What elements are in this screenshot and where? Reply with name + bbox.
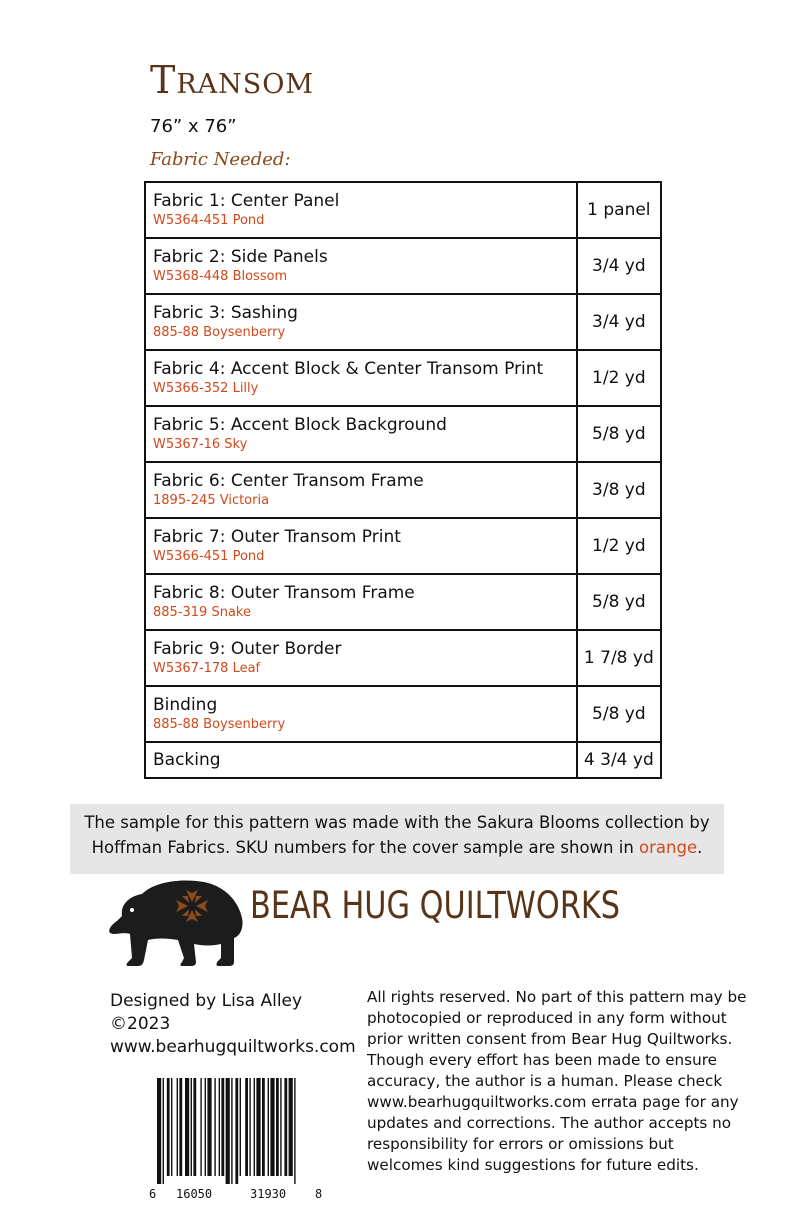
barcode-bar bbox=[289, 1078, 293, 1176]
fabric-name-cell bbox=[145, 630, 577, 686]
fabric-quantity: 1 7/8 yd bbox=[577, 630, 661, 686]
sample-note-highlight: orange bbox=[639, 838, 698, 857]
fabric-sku: 885-319 Snake bbox=[153, 605, 251, 620]
fabric-name-cell bbox=[145, 294, 577, 350]
fabric-name-cell bbox=[145, 518, 577, 574]
barcode-digit-last: 8 bbox=[315, 1187, 323, 1201]
table-row bbox=[145, 630, 661, 686]
table-row bbox=[145, 238, 661, 294]
bear-icon bbox=[108, 876, 244, 968]
barcode-bar bbox=[171, 1078, 172, 1176]
barcode-bar bbox=[245, 1078, 248, 1176]
barcode-bar bbox=[268, 1078, 269, 1176]
barcode-bar bbox=[256, 1078, 260, 1176]
fabric-quantity: 1/2 yd bbox=[577, 518, 661, 574]
barcode-bar bbox=[205, 1078, 206, 1176]
barcode-bar bbox=[226, 1078, 230, 1184]
fabric-sku: W5364-451 Pond bbox=[153, 213, 265, 228]
fabric-name: Fabric 6: Center Transom Frame bbox=[153, 471, 424, 491]
barcode-bar bbox=[177, 1078, 178, 1176]
fabric-quantity: 3/4 yd bbox=[577, 238, 661, 294]
table-row bbox=[145, 294, 661, 350]
barcode-bar bbox=[240, 1078, 241, 1176]
fabric-quantity: 5/8 yd bbox=[577, 406, 661, 462]
fabric-name-cell bbox=[145, 686, 577, 742]
barcode-bar bbox=[185, 1078, 189, 1176]
fabric-quantity: 5/8 yd bbox=[577, 574, 661, 630]
fabric-name: Fabric 3: Sashing bbox=[153, 303, 298, 323]
fabric-name-cell bbox=[145, 182, 577, 238]
barcode-bar bbox=[167, 1078, 170, 1176]
fabric-name: Backing bbox=[153, 749, 221, 770]
fabric-requirements-table bbox=[144, 181, 662, 779]
fabric-sku: W5366-352 Lilly bbox=[153, 381, 259, 396]
table-row bbox=[145, 406, 661, 462]
fabric-name-cell bbox=[145, 742, 577, 778]
barcode-bar bbox=[157, 1078, 161, 1184]
barcode-digit-first: 6 bbox=[149, 1187, 157, 1201]
fabric-quantity: 4 3/4 yd bbox=[577, 742, 661, 778]
fabric-name: Fabric 2: Side Panels bbox=[153, 247, 328, 267]
barcode-bar bbox=[249, 1078, 250, 1176]
barcode-bar bbox=[207, 1078, 211, 1176]
fabric-quantity: 1/2 yd bbox=[577, 350, 661, 406]
designer-line: Designed by Lisa Alley bbox=[110, 991, 303, 1011]
rights-statement: All rights reserved. No part of this pattern may be photocopied or reproduced in any form without prior written consent from Bear Hug Quiltworks. Though every effort has been made to ensure accuracy, the author is a human. Please check www.bearhugquiltworks.com errata page for any updates and corrections. The author accepts no responsibility for errors or omissions but welcomes kind suggestions for future edits. bbox=[367, 988, 747, 1174]
barcode-bar bbox=[231, 1078, 232, 1184]
fabric-quantity: 3/4 yd bbox=[577, 294, 661, 350]
barcode-bar bbox=[214, 1078, 215, 1176]
fabric-sku: W5368-448 Blossom bbox=[153, 269, 288, 284]
fabric-quantity: 3/8 yd bbox=[577, 462, 661, 518]
fabric-sku: W5366-451 Pond bbox=[153, 549, 265, 564]
fabric-name-cell bbox=[145, 406, 577, 462]
fabric-quantity: 1 panel bbox=[577, 182, 661, 238]
table-row bbox=[145, 182, 661, 238]
barcode-bar bbox=[284, 1078, 287, 1176]
table-row bbox=[145, 742, 661, 778]
barcode-bar bbox=[294, 1078, 295, 1184]
barcode-bar bbox=[191, 1078, 192, 1176]
fabric-name: Fabric 4: Accent Block & Center Transom Print bbox=[153, 359, 544, 379]
copyright-line: ©2023 bbox=[110, 1014, 171, 1034]
table-row bbox=[145, 462, 661, 518]
fabric-name: Fabric 7: Outer Transom Print bbox=[153, 527, 401, 547]
barcode-bar bbox=[254, 1078, 255, 1176]
fabric-sku: 885-88 Boysenberry bbox=[153, 325, 286, 340]
table-row bbox=[145, 518, 661, 574]
barcode-group-left: 16050 bbox=[176, 1187, 213, 1201]
sample-note bbox=[70, 804, 724, 874]
fabric-name-cell bbox=[145, 350, 577, 406]
fabric-sku: 885-88 Boysenberry bbox=[153, 717, 286, 732]
fabric-quantity: 5/8 yd bbox=[577, 686, 661, 742]
fabric-name: Fabric 1: Center Panel bbox=[153, 191, 340, 211]
barcode-bar bbox=[193, 1078, 196, 1176]
quilt-size: 76” x 76” bbox=[150, 116, 237, 137]
fabric-name: Binding bbox=[153, 695, 218, 715]
fabric-name: Fabric 8: Outer Transom Frame bbox=[153, 583, 415, 603]
fabric-name-cell bbox=[145, 574, 577, 630]
sample-note-end: . bbox=[697, 838, 703, 857]
table-row bbox=[145, 574, 661, 630]
barcode-bar bbox=[179, 1078, 182, 1176]
barcode-bar bbox=[280, 1078, 281, 1176]
barcode-bar bbox=[235, 1078, 238, 1184]
pattern-title: Transom bbox=[150, 58, 315, 102]
fabric-name: Fabric 9: Outer Border bbox=[153, 639, 342, 659]
table-row bbox=[145, 686, 661, 742]
barcode-bar bbox=[200, 1078, 201, 1176]
fabric-name-cell bbox=[145, 462, 577, 518]
barcode-bar bbox=[262, 1078, 265, 1176]
fabric-sku: 1895-245 Victoria bbox=[153, 493, 270, 508]
credits bbox=[110, 990, 356, 1059]
barcode-bar bbox=[163, 1078, 164, 1184]
barcode-group-right: 31930 bbox=[250, 1187, 287, 1201]
fabric-name: Fabric 5: Accent Block Background bbox=[153, 415, 447, 435]
fabric-needed-heading: Fabric Needed: bbox=[150, 149, 291, 170]
barcode-bar bbox=[276, 1078, 279, 1176]
fabric-name-cell bbox=[145, 238, 577, 294]
website-line: www.bearhugquiltworks.com bbox=[110, 1037, 356, 1057]
barcode-bar bbox=[270, 1078, 274, 1176]
fabric-sku: W5367-16 Sky bbox=[153, 437, 248, 452]
barcode bbox=[155, 1078, 327, 1184]
brand-name: BEAR HUG QUILTWORKS bbox=[250, 884, 621, 927]
fabric-sku: W5367-178 Leaf bbox=[153, 661, 261, 676]
barcode-bar bbox=[219, 1078, 220, 1176]
sample-note-text: The sample for this pattern was made with the Sakura Blooms collection by Hoffman Fabrics. SKU numbers for the cover sample are shown in bbox=[84, 813, 710, 857]
table-row bbox=[145, 350, 661, 406]
barcode-bar bbox=[221, 1078, 224, 1176]
